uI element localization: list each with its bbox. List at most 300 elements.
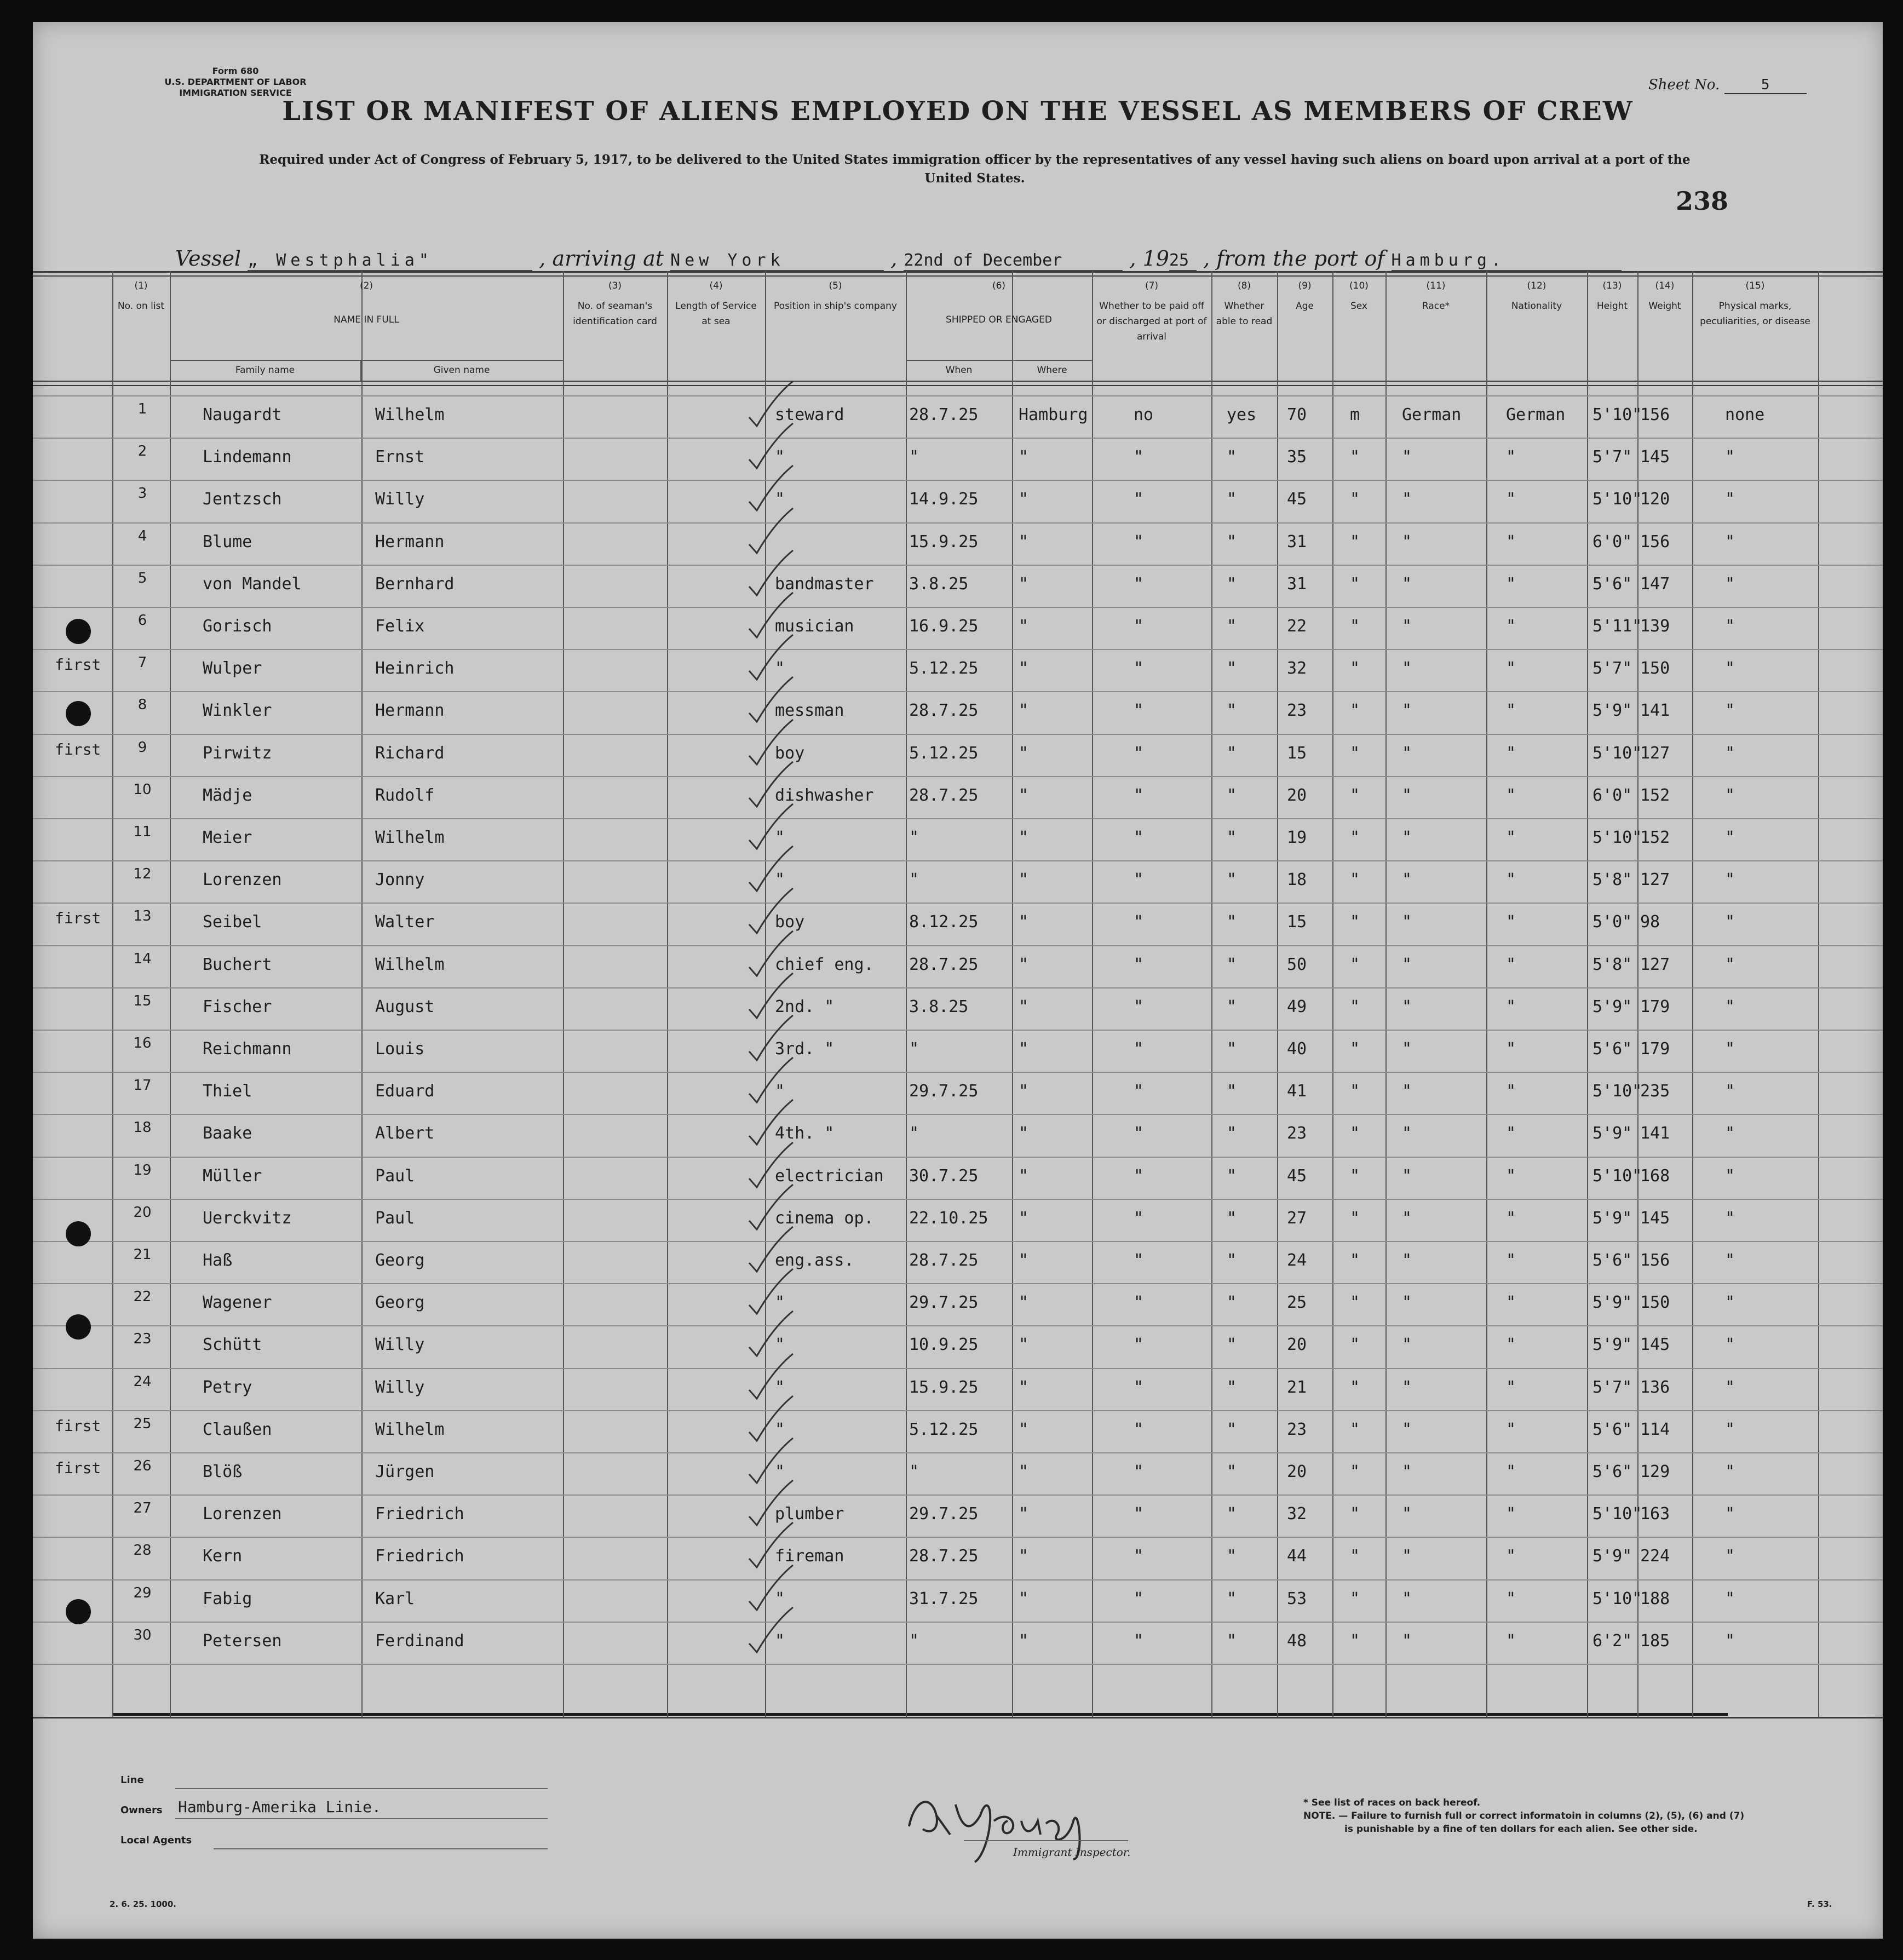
column-number-c7: (7) <box>1145 280 1159 291</box>
able-to-read: " <box>1227 1419 1237 1439</box>
row-number: 28 <box>133 1542 152 1559</box>
paid-off: " <box>1134 701 1144 721</box>
family-name: Müller <box>203 1166 262 1186</box>
physical-marks: " <box>1725 1462 1735 1481</box>
given-name: Rudolf <box>375 785 435 805</box>
name-subheader-rule <box>170 360 563 361</box>
nationality: " <box>1506 1124 1516 1143</box>
family-name: Lorenzen <box>203 870 282 890</box>
physical-marks: " <box>1725 701 1735 721</box>
sex: " <box>1350 574 1360 594</box>
row-rule <box>33 1199 1883 1200</box>
shipped-where: " <box>1019 490 1029 509</box>
family-name: Blöß <box>203 1462 243 1481</box>
row-rule <box>33 903 1883 904</box>
column-divider <box>361 271 363 1717</box>
family-name: Winkler <box>203 701 272 721</box>
vessel-name: „ Westphalia" <box>248 251 532 271</box>
position: " <box>775 659 785 679</box>
physical-marks: " <box>1725 743 1735 763</box>
paid-off: " <box>1134 1547 1144 1566</box>
race: " <box>1402 447 1412 467</box>
column-divider <box>563 271 564 1717</box>
year-prefix: , 19 <box>1129 246 1169 271</box>
given-name: Friedrich <box>375 1547 464 1566</box>
arriving-label: , arriving at <box>539 246 664 271</box>
height: 5'10" <box>1592 743 1642 763</box>
family-name: Wulper <box>203 659 262 679</box>
position: " <box>775 1462 785 1481</box>
nationality: " <box>1506 1039 1516 1059</box>
row-number: 6 <box>137 612 147 629</box>
family-name: Jentzsch <box>203 490 282 509</box>
race: " <box>1402 532 1412 551</box>
shipped-where: " <box>1019 617 1029 636</box>
nationality: " <box>1506 997 1516 1016</box>
age: 20 <box>1287 1462 1307 1481</box>
column-header-c11: Race* <box>1422 301 1450 312</box>
shipped-where: " <box>1019 1589 1029 1608</box>
paid-off: " <box>1134 490 1144 509</box>
shipped-when: 29.7.25 <box>909 1293 979 1313</box>
able-to-read: " <box>1227 912 1237 932</box>
physical-marks: " <box>1725 1124 1735 1143</box>
paid-off: " <box>1134 1377 1144 1397</box>
nationality: " <box>1506 1293 1516 1313</box>
agents-underline <box>214 1848 548 1849</box>
sex: " <box>1350 1082 1360 1101</box>
paid-off: " <box>1134 1124 1144 1143</box>
table-top-rule <box>33 271 1883 273</box>
column-number-c3: (3) <box>608 280 622 291</box>
weight: 145 <box>1640 1208 1670 1228</box>
height: 5'10" <box>1592 1589 1642 1608</box>
physical-marks: " <box>1725 1335 1735 1355</box>
age: 18 <box>1287 870 1307 890</box>
column-header-given-name: Given name <box>433 365 490 376</box>
position: 4th. " <box>775 1124 835 1143</box>
row-rule <box>33 1114 1883 1115</box>
paid-off: " <box>1134 912 1144 932</box>
shipped-when: 3.8.25 <box>909 997 969 1016</box>
sex: " <box>1350 1462 1360 1481</box>
family-name: Kern <box>203 1547 243 1566</box>
race: " <box>1402 1504 1412 1524</box>
column-number-c14: (14) <box>1655 280 1675 291</box>
height: 5'10" <box>1592 828 1642 847</box>
height: 5'10" <box>1592 490 1642 509</box>
age: 41 <box>1287 1082 1307 1101</box>
physical-marks: " <box>1725 828 1735 847</box>
year-suffix: 25 <box>1169 251 1197 271</box>
row-number: 3 <box>137 485 147 502</box>
row-rule <box>33 1325 1883 1326</box>
column-number-c6: (6) <box>992 280 1006 291</box>
physical-marks: " <box>1725 1377 1735 1397</box>
race: " <box>1402 1419 1412 1439</box>
physical-marks: " <box>1725 1504 1735 1524</box>
shipped-where: " <box>1019 955 1029 974</box>
able-to-read: " <box>1227 1124 1237 1143</box>
age: 32 <box>1287 659 1307 679</box>
nationality: " <box>1506 532 1516 551</box>
given-name: Eduard <box>375 1082 435 1101</box>
weight: 188 <box>1640 1589 1670 1608</box>
inspector-underline <box>964 1840 1128 1841</box>
department-name: U.S. DEPARTMENT OF LABOR <box>164 77 307 87</box>
height: 5'6" <box>1592 1419 1632 1439</box>
race: " <box>1402 1124 1412 1143</box>
age: 70 <box>1287 405 1307 424</box>
able-to-read: " <box>1227 870 1237 890</box>
nationality: " <box>1506 1335 1516 1355</box>
given-name: Willy <box>375 1335 425 1355</box>
column-number-c2: (2) <box>359 280 373 291</box>
able-to-read: " <box>1227 574 1237 594</box>
given-name: Richard <box>375 743 445 763</box>
family-name: Uerckvitz <box>203 1208 292 1228</box>
position: chief eng. <box>775 955 874 974</box>
shipped-where: " <box>1019 1293 1029 1313</box>
row-number: 24 <box>133 1373 152 1390</box>
family-name: Haß <box>203 1251 233 1270</box>
able-to-read: " <box>1227 1082 1237 1101</box>
family-name: Gorisch <box>203 617 272 636</box>
shipped-where: " <box>1019 1631 1029 1651</box>
margin-annotation: first <box>55 740 101 758</box>
row-rule <box>33 480 1883 481</box>
row-number: 27 <box>133 1500 152 1517</box>
page-subtitle: Required under Act of Congress of February 5, 1917, to be delivered to the United States immigration officer by the representatives of any vessel having such aliens on board upon arrival at a port of the United States. <box>259 152 1691 186</box>
page-title: LIST OR MANIFEST OF ALIENS EMPLOYED ON THE VESSEL AS MEMBERS OF CREW <box>282 96 1634 127</box>
shipped-where: " <box>1019 532 1029 551</box>
position: " <box>775 1589 785 1608</box>
weight: 114 <box>1640 1419 1670 1439</box>
height: 6'2" <box>1592 1631 1632 1651</box>
age: 21 <box>1287 1377 1307 1397</box>
row-rule <box>33 1495 1883 1496</box>
shipped-where: " <box>1019 828 1029 847</box>
weight: 127 <box>1640 870 1670 890</box>
nationality: " <box>1506 1082 1516 1101</box>
fine-note: is punishable by a fine of ten dollars for each alien. See other side. <box>1344 1824 1698 1835</box>
age: 23 <box>1287 1124 1307 1143</box>
row-number: 13 <box>133 908 152 925</box>
column-header-family-name: Family name <box>235 365 295 376</box>
row-number: 12 <box>133 866 152 883</box>
shipped-where: " <box>1019 1124 1029 1143</box>
row-number: 9 <box>137 739 147 756</box>
race: " <box>1402 870 1412 890</box>
weight: 150 <box>1640 659 1670 679</box>
vessel-label: Vessel <box>175 246 242 271</box>
position: 3rd. " <box>775 1039 835 1059</box>
table-bottom-rule <box>33 1717 1883 1718</box>
shipped-where: " <box>1019 659 1029 679</box>
nationality: " <box>1506 1377 1516 1397</box>
given-name: Georg <box>375 1293 425 1313</box>
given-name: Wilhelm <box>375 828 445 847</box>
row-number: 18 <box>133 1119 152 1136</box>
race: " <box>1402 490 1412 509</box>
failure-note: NOTE. — Failure to furnish full or correct informatoin in columns (2), (5), (6) and (7) <box>1303 1810 1745 1821</box>
able-to-read: " <box>1227 1462 1237 1481</box>
nationality: " <box>1506 828 1516 847</box>
vessel-line: Vessel „ Westphalia" , arriving at New York , 22nd of December , 1925 , from the port of Hamburg. <box>175 246 1622 271</box>
able-to-read: " <box>1227 447 1237 467</box>
nationality: " <box>1506 1419 1516 1439</box>
paid-off: " <box>1134 1589 1144 1608</box>
height: 5'10" <box>1592 1166 1642 1186</box>
shipped-when: 14.9.25 <box>909 490 979 509</box>
column-number-c13: (13) <box>1602 280 1622 291</box>
age: 23 <box>1287 701 1307 721</box>
physical-marks: none <box>1725 405 1765 424</box>
physical-marks: " <box>1725 1589 1735 1608</box>
given-name: Wilhelm <box>375 405 445 424</box>
given-name: Paul <box>375 1166 415 1186</box>
able-to-read: " <box>1227 1335 1237 1355</box>
binder-hole <box>66 1599 91 1624</box>
given-name: Jonny <box>375 870 425 890</box>
shipped-when: 16.9.25 <box>909 617 979 636</box>
able-to-read: " <box>1227 1166 1237 1186</box>
physical-marks: " <box>1725 659 1735 679</box>
row-number: 2 <box>137 443 147 460</box>
race: " <box>1402 1462 1412 1481</box>
given-name: Hermann <box>375 532 445 551</box>
column-divider <box>1692 271 1693 1717</box>
row-rule <box>33 776 1883 777</box>
given-name: Hermann <box>375 701 445 721</box>
column-divider <box>1332 271 1333 1717</box>
column-divider <box>1277 271 1278 1717</box>
shipped-when: 30.7.25 <box>909 1166 979 1186</box>
weight: 139 <box>1640 617 1670 636</box>
shipped-when: 8.12.25 <box>909 912 979 932</box>
manifest-sheet <box>33 22 1883 1939</box>
paid-off: " <box>1134 574 1144 594</box>
row-number: 5 <box>137 570 147 587</box>
row-rule <box>33 438 1883 439</box>
column-header-c3: No. of seaman's identification card <box>573 301 657 327</box>
nationality: " <box>1506 1547 1516 1566</box>
sex: " <box>1350 955 1360 974</box>
paid-off: " <box>1134 1293 1144 1313</box>
height: 5'9" <box>1592 1124 1632 1143</box>
column-header-c4: Length of Service at sea <box>675 301 757 327</box>
paid-off: " <box>1134 617 1144 636</box>
able-to-read: yes <box>1227 405 1257 424</box>
able-to-read: " <box>1227 532 1237 551</box>
row-number: 20 <box>133 1204 152 1221</box>
physical-marks: " <box>1725 532 1735 551</box>
able-to-read: " <box>1227 701 1237 721</box>
race: " <box>1402 1335 1412 1355</box>
row-rule <box>33 1030 1883 1031</box>
height: 6'0" <box>1592 532 1632 551</box>
shipped-when: 28.7.25 <box>909 955 979 974</box>
row-rule <box>33 522 1883 524</box>
height: 5'9" <box>1592 1547 1632 1566</box>
row-rule <box>33 1157 1883 1158</box>
sex: " <box>1350 1335 1360 1355</box>
age: 49 <box>1287 997 1307 1016</box>
shipped-where: " <box>1019 447 1029 467</box>
physical-marks: " <box>1725 912 1735 932</box>
line-underline <box>175 1788 548 1789</box>
age: 31 <box>1287 574 1307 594</box>
height: 5'6" <box>1592 574 1632 594</box>
shipped-where: " <box>1019 701 1029 721</box>
paid-off: " <box>1134 1166 1144 1186</box>
paid-off: " <box>1134 1631 1144 1651</box>
row-rule <box>33 860 1883 861</box>
height: 5'7" <box>1592 1377 1632 1397</box>
race: " <box>1402 1039 1412 1059</box>
owners-label: Owners <box>120 1804 163 1816</box>
sex: " <box>1350 1589 1360 1608</box>
shipped-when: 28.7.25 <box>909 1547 979 1566</box>
row-rule <box>33 1410 1883 1411</box>
shipped-where: " <box>1019 997 1029 1016</box>
paid-off: " <box>1134 659 1144 679</box>
race: " <box>1402 912 1412 932</box>
able-to-read: " <box>1227 1589 1237 1608</box>
position: " <box>775 828 785 847</box>
column-header-c9: Age <box>1296 301 1314 312</box>
row-rule <box>33 395 1883 396</box>
age: 23 <box>1287 1419 1307 1439</box>
from-port: Hamburg. <box>1392 251 1622 271</box>
row-number: 15 <box>133 992 152 1009</box>
position: steward <box>775 405 844 424</box>
row-rule <box>33 607 1883 608</box>
inspector-label: Immigrant Inspector. <box>1013 1846 1131 1859</box>
position: " <box>775 1082 785 1101</box>
nationality: German <box>1506 405 1566 424</box>
row-rule <box>33 818 1883 819</box>
paid-off: " <box>1134 785 1144 805</box>
weight: 141 <box>1640 1124 1670 1143</box>
row-number: 14 <box>133 950 152 967</box>
nationality: " <box>1506 1166 1516 1186</box>
able-to-read: " <box>1227 1293 1237 1313</box>
age: 35 <box>1287 447 1307 467</box>
nationality: " <box>1506 912 1516 932</box>
race: German <box>1402 405 1462 424</box>
paid-off: " <box>1134 1039 1144 1059</box>
given-name: Wilhelm <box>375 1419 445 1439</box>
race: " <box>1402 659 1412 679</box>
from-port-label: , from the port of <box>1203 246 1385 271</box>
race: " <box>1402 997 1412 1016</box>
weight: 120 <box>1640 490 1670 509</box>
family-name: Wagener <box>203 1293 272 1313</box>
height: 5'6" <box>1592 1039 1632 1059</box>
able-to-read: " <box>1227 1547 1237 1566</box>
column-divider <box>1211 271 1212 1717</box>
given-name: Ferdinand <box>375 1631 464 1651</box>
able-to-read: " <box>1227 490 1237 509</box>
paid-off: " <box>1134 870 1144 890</box>
paid-off: " <box>1134 1251 1144 1270</box>
sex: " <box>1350 447 1360 467</box>
sex: " <box>1350 1419 1360 1439</box>
shipped-subheader-rule <box>906 360 1092 361</box>
shipped-where: " <box>1019 1377 1029 1397</box>
header-bottom-rule <box>33 381 1883 382</box>
shipped-where: " <box>1019 1082 1029 1101</box>
sex: " <box>1350 1631 1360 1651</box>
column-divider <box>1092 271 1093 1717</box>
sex: " <box>1350 997 1360 1016</box>
owners-underline <box>175 1818 548 1819</box>
nationality: " <box>1506 1208 1516 1228</box>
column-header-c5: Position in ship's company <box>774 301 897 312</box>
sheet-number-field <box>1648 77 1807 94</box>
able-to-read: " <box>1227 997 1237 1016</box>
height: 5'6" <box>1592 1251 1632 1270</box>
paid-off: " <box>1134 1335 1144 1355</box>
family-name: Lorenzen <box>203 1504 282 1524</box>
position: " <box>775 1293 785 1313</box>
binder-hole <box>66 1314 91 1340</box>
binder-hole <box>66 619 91 644</box>
position: " <box>775 1419 785 1439</box>
row-rule <box>33 1537 1883 1538</box>
column-number-c1: (1) <box>134 280 148 291</box>
closing-rule <box>112 1713 1728 1716</box>
race: " <box>1402 1293 1412 1313</box>
column-divider <box>906 271 907 1717</box>
form-code: F. 53. <box>1807 1899 1832 1909</box>
shipped-where: Hamburg <box>1019 405 1088 424</box>
shipped-when: 28.7.25 <box>909 785 979 805</box>
row-rule <box>33 1368 1883 1369</box>
column-divider <box>1637 271 1638 1717</box>
position: " <box>775 447 785 467</box>
height: 6'0" <box>1592 785 1632 805</box>
physical-marks: " <box>1725 1293 1735 1313</box>
form-identifier <box>115 66 356 99</box>
race: " <box>1402 1377 1412 1397</box>
column-header-c12: Nationality <box>1511 301 1562 312</box>
row-number: 21 <box>133 1246 152 1263</box>
position: " <box>775 1377 785 1397</box>
sex: " <box>1350 532 1360 551</box>
shipped-when: " <box>909 870 919 890</box>
physical-marks: " <box>1725 870 1735 890</box>
row-number: 11 <box>133 824 152 840</box>
row-rule <box>33 1664 1883 1665</box>
sex: " <box>1350 1124 1360 1143</box>
given-name: Ernst <box>375 447 425 467</box>
paid-off: " <box>1134 532 1144 551</box>
row-number: 8 <box>137 697 147 714</box>
sex: " <box>1350 870 1360 890</box>
row-rule <box>33 987 1883 988</box>
weight: 136 <box>1640 1377 1670 1397</box>
given-name: Paul <box>375 1208 415 1228</box>
physical-marks: " <box>1725 490 1735 509</box>
paid-off: " <box>1134 828 1144 847</box>
column-header-when: When <box>945 365 973 376</box>
family-name: Schütt <box>203 1335 262 1355</box>
column-divider <box>1587 271 1588 1717</box>
row-number: 23 <box>133 1331 152 1348</box>
family-name: Lindemann <box>203 447 292 467</box>
